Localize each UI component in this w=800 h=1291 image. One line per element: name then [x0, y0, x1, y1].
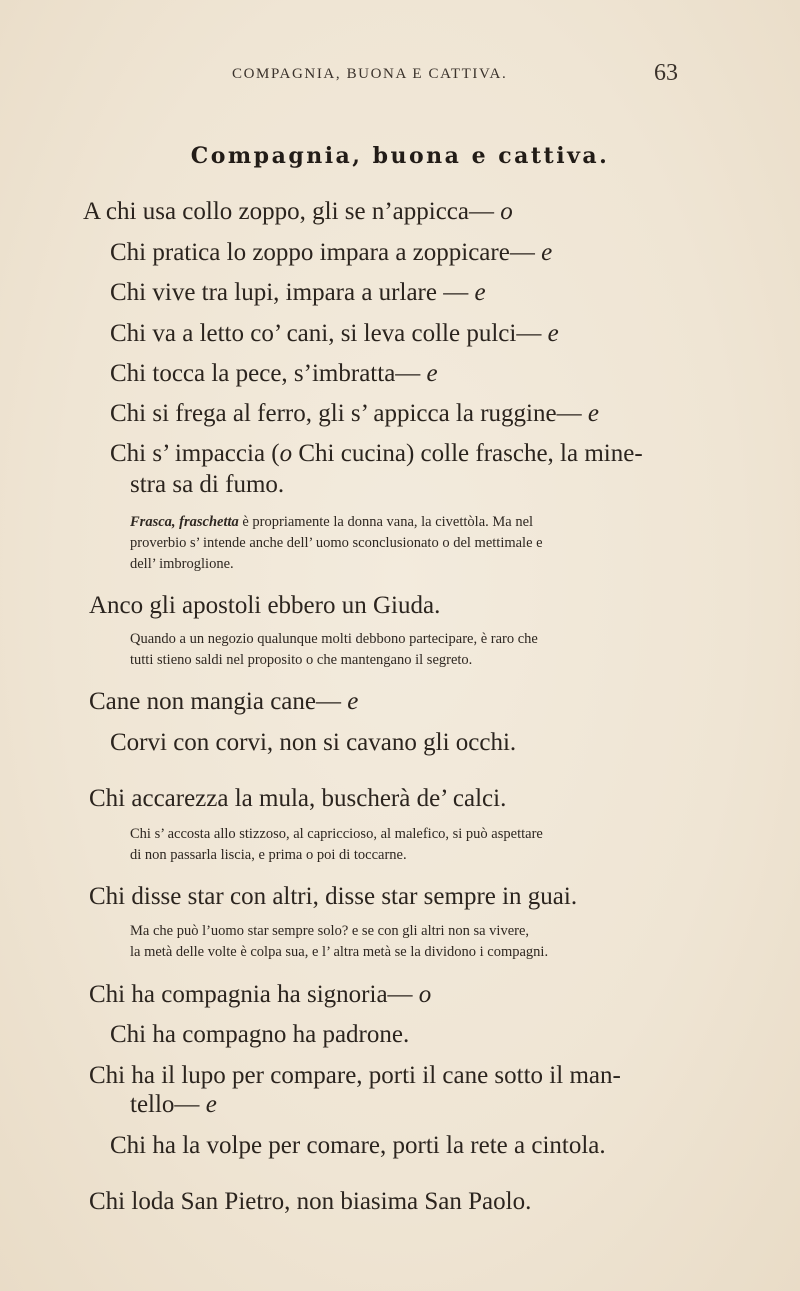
proverb-line: Anco gli apostoli ebbero un Giuda.	[89, 591, 441, 619]
conjunction: e	[587, 400, 599, 428]
explanation-line: di non passarla liscia, e prima o poi di toccarne.	[130, 847, 407, 864]
explanation-text: è propriamente la donna vana, la civettòla. Ma nel	[238, 513, 534, 530]
proverb-text: Chi va a letto co’ cani, si leva colle pulci—	[110, 319, 548, 347]
conjunction: o	[279, 440, 293, 468]
conjunction: o	[418, 980, 432, 1008]
conjunction: o	[500, 197, 513, 225]
proverb-text: A chi usa collo zoppo, gli se n’appicca—	[83, 197, 501, 225]
proverb-line: Chi ha il lupo per compare, porti il cane sotto il man-	[89, 1062, 621, 1089]
proverb-line	[110, 319, 559, 349]
proverb-line	[89, 687, 358, 717]
explanation-line	[130, 511, 533, 533]
proverb-text: Chi si frega al ferro, gli s’ appicca la ruggine—	[110, 400, 588, 428]
proverb-line: stra sa di fumo.	[130, 470, 285, 498]
proverb-line: Chi disse star con altri, disse star sempre in guai.	[89, 883, 578, 911]
proverb-text: Chi ha compagnia ha signoria—	[89, 980, 419, 1008]
proverb-line	[110, 359, 438, 389]
page-number: 63	[654, 60, 678, 86]
proverb-line	[110, 439, 643, 469]
term: Frasca, fraschetta	[130, 513, 239, 530]
explanation-line: tutti stieno saldi nel proposito o che mantengano il segreto.	[130, 652, 473, 669]
proverb-line	[110, 278, 486, 308]
proverb-line: Chi accarezza la mula, buscherà de’ calci.	[89, 784, 507, 812]
explanation-line: dell’ imbroglione.	[130, 555, 234, 572]
explanation-line: Chi s’ accosta allo stizzoso, al capriccioso, al malefico, si può aspettare	[130, 826, 543, 843]
proverb-text: Cane non mangia cane—	[89, 688, 348, 716]
proverb-line: Chi ha la volpe per comare, porti la rete a cintola.	[110, 1131, 606, 1159]
proverb-line	[89, 980, 431, 1010]
proverb-line	[110, 399, 599, 429]
conjunction: e	[474, 279, 486, 307]
explanation-line: Ma che può l’uomo star sempre solo? e se con gli altri non sa vivere,	[130, 922, 530, 939]
proverb-text: Chi cucina) colle frasche, la mine-	[292, 440, 643, 468]
conjunction: e	[347, 688, 359, 716]
proverb-line: Chi loda San Pietro, non biasima San Paolo.	[89, 1188, 532, 1215]
proverb-line	[130, 1090, 217, 1120]
proverb-text: Chi vive tra lupi, impara a urlare —	[110, 279, 475, 307]
section-title: Compagnia, buona e cattiva.	[190, 143, 610, 169]
proverb-line: Corvi con corvi, non si cavano gli occhi.	[110, 729, 517, 757]
conjunction: e	[547, 319, 559, 347]
proverb-text: Chi tocca la pece, s’imbratta—	[110, 359, 427, 387]
explanation-line: Quando a un negozio qualunque molti debbono partecipare, è raro che	[130, 631, 538, 648]
conjunction: e	[205, 1091, 217, 1119]
proverb-text: Chi pratica lo zoppo impara a zoppicare—	[110, 238, 542, 266]
proverb-text: tello—	[130, 1091, 206, 1119]
conjunction: e	[426, 359, 438, 387]
proverb-line	[83, 197, 513, 227]
proverb-text: Chi s’ impaccia (	[110, 440, 280, 468]
explanation-line: proverbio s’ intende anche dell’ uomo sconclusionato o del mettimale e	[130, 534, 543, 551]
explanation-line: la metà delle volte è colpa sua, e l’ altra metà se la dividono i compagni.	[130, 943, 549, 960]
running-head: COMPAGNIA, BUONA E CATTIVA.	[232, 66, 508, 82]
proverb-line	[110, 238, 552, 268]
conjunction: e	[541, 238, 553, 266]
proverb-line: Chi ha compagno ha padrone.	[110, 1020, 410, 1048]
